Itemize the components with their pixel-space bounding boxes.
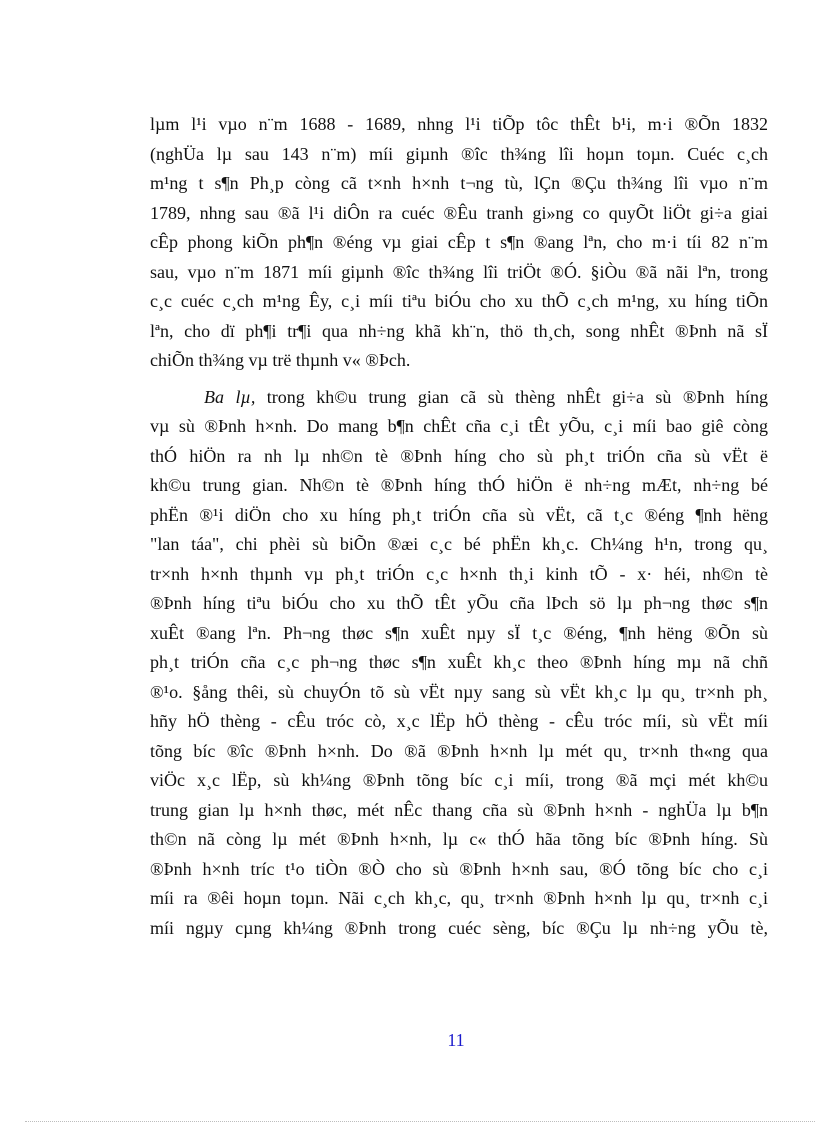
text-line: sau, vµo n¨m 1871 míi giµnh ®îc th¾ng lîi triÖt ®Ó. §iÒu ®ã nãi lªn, trong [150,261,768,282]
paragraph-spacer [150,376,768,383]
text-line: m¹ng t s¶n Ph¸p còng cã t×nh h×nh t¬ng tù, lÇn ®Çu th¾ng lîi vµo n¨m [150,173,768,193]
page-bottom-divider [25,1121,815,1122]
text-line: míi ra ®êi hoµn toµn. Nãi c¸ch kh¸c, qu¸ tr×nh ®Þnh h×nh lµ qu¸ tr×nh c¸i [150,888,768,908]
text-line: hñy hÖ thèng - cÊu tróc cò, x¸c lËp hÖ thèng - cÊu tróc míi, sù vËt míi [150,711,768,731]
text-line: ®Þnh h×nh tríc t¹o tiÒn ®Ò cho sù ®Þnh h×nh sau, ®Ó tõng bíc cho c¸i [150,858,768,879]
text-line: th©n nã còng lµ mét ®Þnh h×nh, lµ c« thÓ hãa tõng bíc ®Þnh híng. Sù [150,829,768,849]
text-line: trung gian lµ h×nh thøc, mét nÊc thang cña sù ®Þnh h×nh - nghÜa lµ b¶n [150,799,768,820]
text-line: vµ sù ®Þnh h×nh. Do mang b¶n chÊt cña c¸i tÊt yÕu, c¸i míi bao giê còng [150,416,768,436]
text-line: ph¸t triÓn cña c¸c ph¬ng thøc s¶n xuÊt kh¸c theo ®Þnh híng mµ nã chñ [150,652,768,672]
paragraph-2 [150,383,768,944]
text-line: viÖc x¸c lËp, sù kh¼ng ®Þnh tõng bíc c¸i míi, trong ®ã mçi mét kh©u [150,770,768,790]
text-line: cÊp phong kiÕn ph¶n ®éng vµ giai cÊp t s¶n ®ang lªn, cho m·i tíi 82 n¨m [150,232,768,252]
text-line: lªn, cho dï ph¶i tr¶i qua nh÷ng khã kh¨n, thö th¸ch, song nhÊt ®Þnh nã sÏ [150,320,768,341]
text-line: thÓ hiÖn ra nh lµ nh©n tè ®Þnh híng cho sù ph¸t triÓn cña sù vËt ë [150,445,768,466]
text-line: xuÊt ®ang lªn. Ph¬ng thøc s¶n xuÊt nµy sÏ t¸c ®éng, ¶nh hëng ®Õn sù [150,622,768,643]
text-line: phËn ®¹i diÖn cho xu híng ph¸t triÓn cña sù vËt, cã t¸c ®éng ¶nh hëng [150,504,768,525]
text-line: míi ngµy cµng kh¼ng ®Þnh trong cuéc sèng, bíc ®Çu lµ nh÷ng yÕu tè, [150,917,768,938]
text-line: tr×nh h×nh thµnh vµ ph¸t triÓn c¸c h×nh th¸i kinh tÕ - x· héi, nh©n tè [150,563,768,584]
text-line: c¸c cuéc c¸ch m¹ng Êy, c¸i míi tiªu biÓu cho xu thÕ c¸ch m¹ng, xu híng tiÕn [150,291,768,311]
text-line: ®¹o. §ång thêi, sù chuyÓn tõ sù vËt nµy sang sù vËt kh¸c lµ qu¸ tr×nh ph¸ [150,681,768,702]
text-line: (nghÜa lµ sau 143 n¨m) míi giµnh ®îc th¾ng lîi hoµn toµn. Cuéc c¸ch [150,143,768,164]
italic-lead: Ba lµ, [204,386,256,407]
text-line: tõng bíc ®îc ®Þnh h×nh. Do ®ã ®Þnh h×nh lµ mét qu¸ tr×nh th«ng qua [150,740,768,761]
text-line-first [150,383,768,413]
line-rest: trong kh©u trung gian cã sù thèng nhÊt gi÷a sù ®Þnh híng [255,386,768,407]
text-line: chiÕn th¾ng vµ trë thµnh v« ®Þch. [150,350,411,370]
text-line: "lan táa", chi phèi sù biÕn ®æi c¸c bé phËn kh¸c. Ch¼ng h¹n, trong qu¸ [150,534,768,554]
paragraph-1 [150,110,768,376]
document-body [150,110,768,943]
text-line: kh©u trung gian. Nh©n tè ®Þnh híng thÓ hiÖn ë nh÷ng mÆt, nh÷ng bé [150,475,768,495]
text-line: 1789, nhng sau ®ã l¹i diÔn ra cuéc ®Êu tranh gi»ng co quyÕt liÖt gi÷a giai [150,202,768,223]
text-line: ®Þnh híng tiªu biÓu cho xu thÕ tÊt yÕu cña lÞch sö lµ ph¬ng thøc s¶n [150,593,768,613]
text-line: lµm l¹i vµo n¨m 1688 - 1689, nhng l¹i tiÕp tôc thÊt b¹i, m·i ®Õn 1832 [150,114,768,134]
page-number: 11 [447,1030,465,1050]
